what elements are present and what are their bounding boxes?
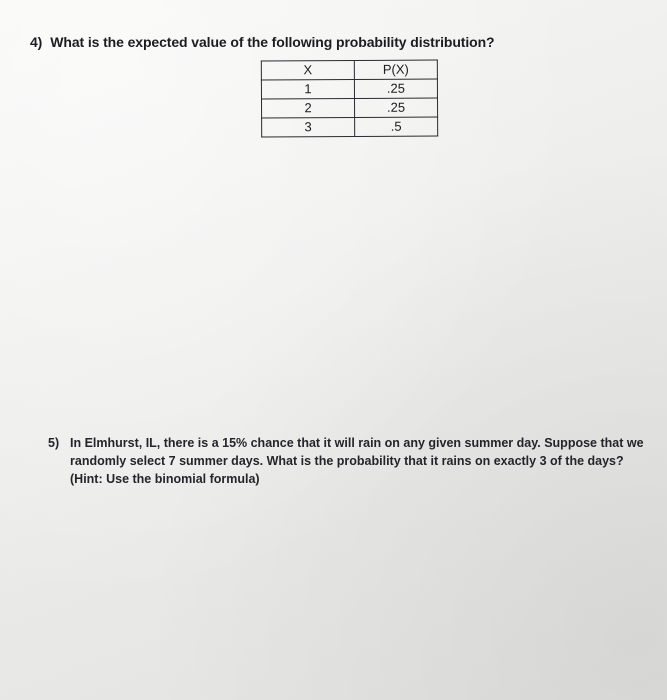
table-cell-x: 2 <box>262 98 355 117</box>
question-4 <box>30 34 494 50</box>
table-header-x: X <box>261 60 354 79</box>
table-cell-px: .25 <box>354 79 437 98</box>
table-header-row <box>261 60 437 80</box>
question-5-hint: (Hint: Use the binomial formula) <box>70 472 260 486</box>
question-4-number: 4) <box>30 34 43 50</box>
table-row <box>262 98 438 118</box>
table-row <box>261 79 437 99</box>
question-5-line: randomly select 7 summer days. What is the probability that it rains on exactly 3 of the days? <box>70 454 624 468</box>
question-4-text: What is the expected value of the following probability distribution? <box>50 34 495 50</box>
table-cell-x: 3 <box>262 117 355 136</box>
question-5 <box>48 434 648 488</box>
table-cell-px: .5 <box>355 117 438 136</box>
table-cell-x: 1 <box>261 79 354 98</box>
table-cell-px: .25 <box>354 98 437 117</box>
question-5-line: In Elmhurst, IL, there is a 15% chance that it will rain on any given summer day. Suppose that we <box>70 436 644 450</box>
table-header-px: P(X) <box>354 60 437 79</box>
probability-distribution-table <box>261 60 438 138</box>
question-5-number: 5) <box>48 436 60 450</box>
table-row <box>262 117 438 137</box>
question-5-text <box>70 434 648 488</box>
